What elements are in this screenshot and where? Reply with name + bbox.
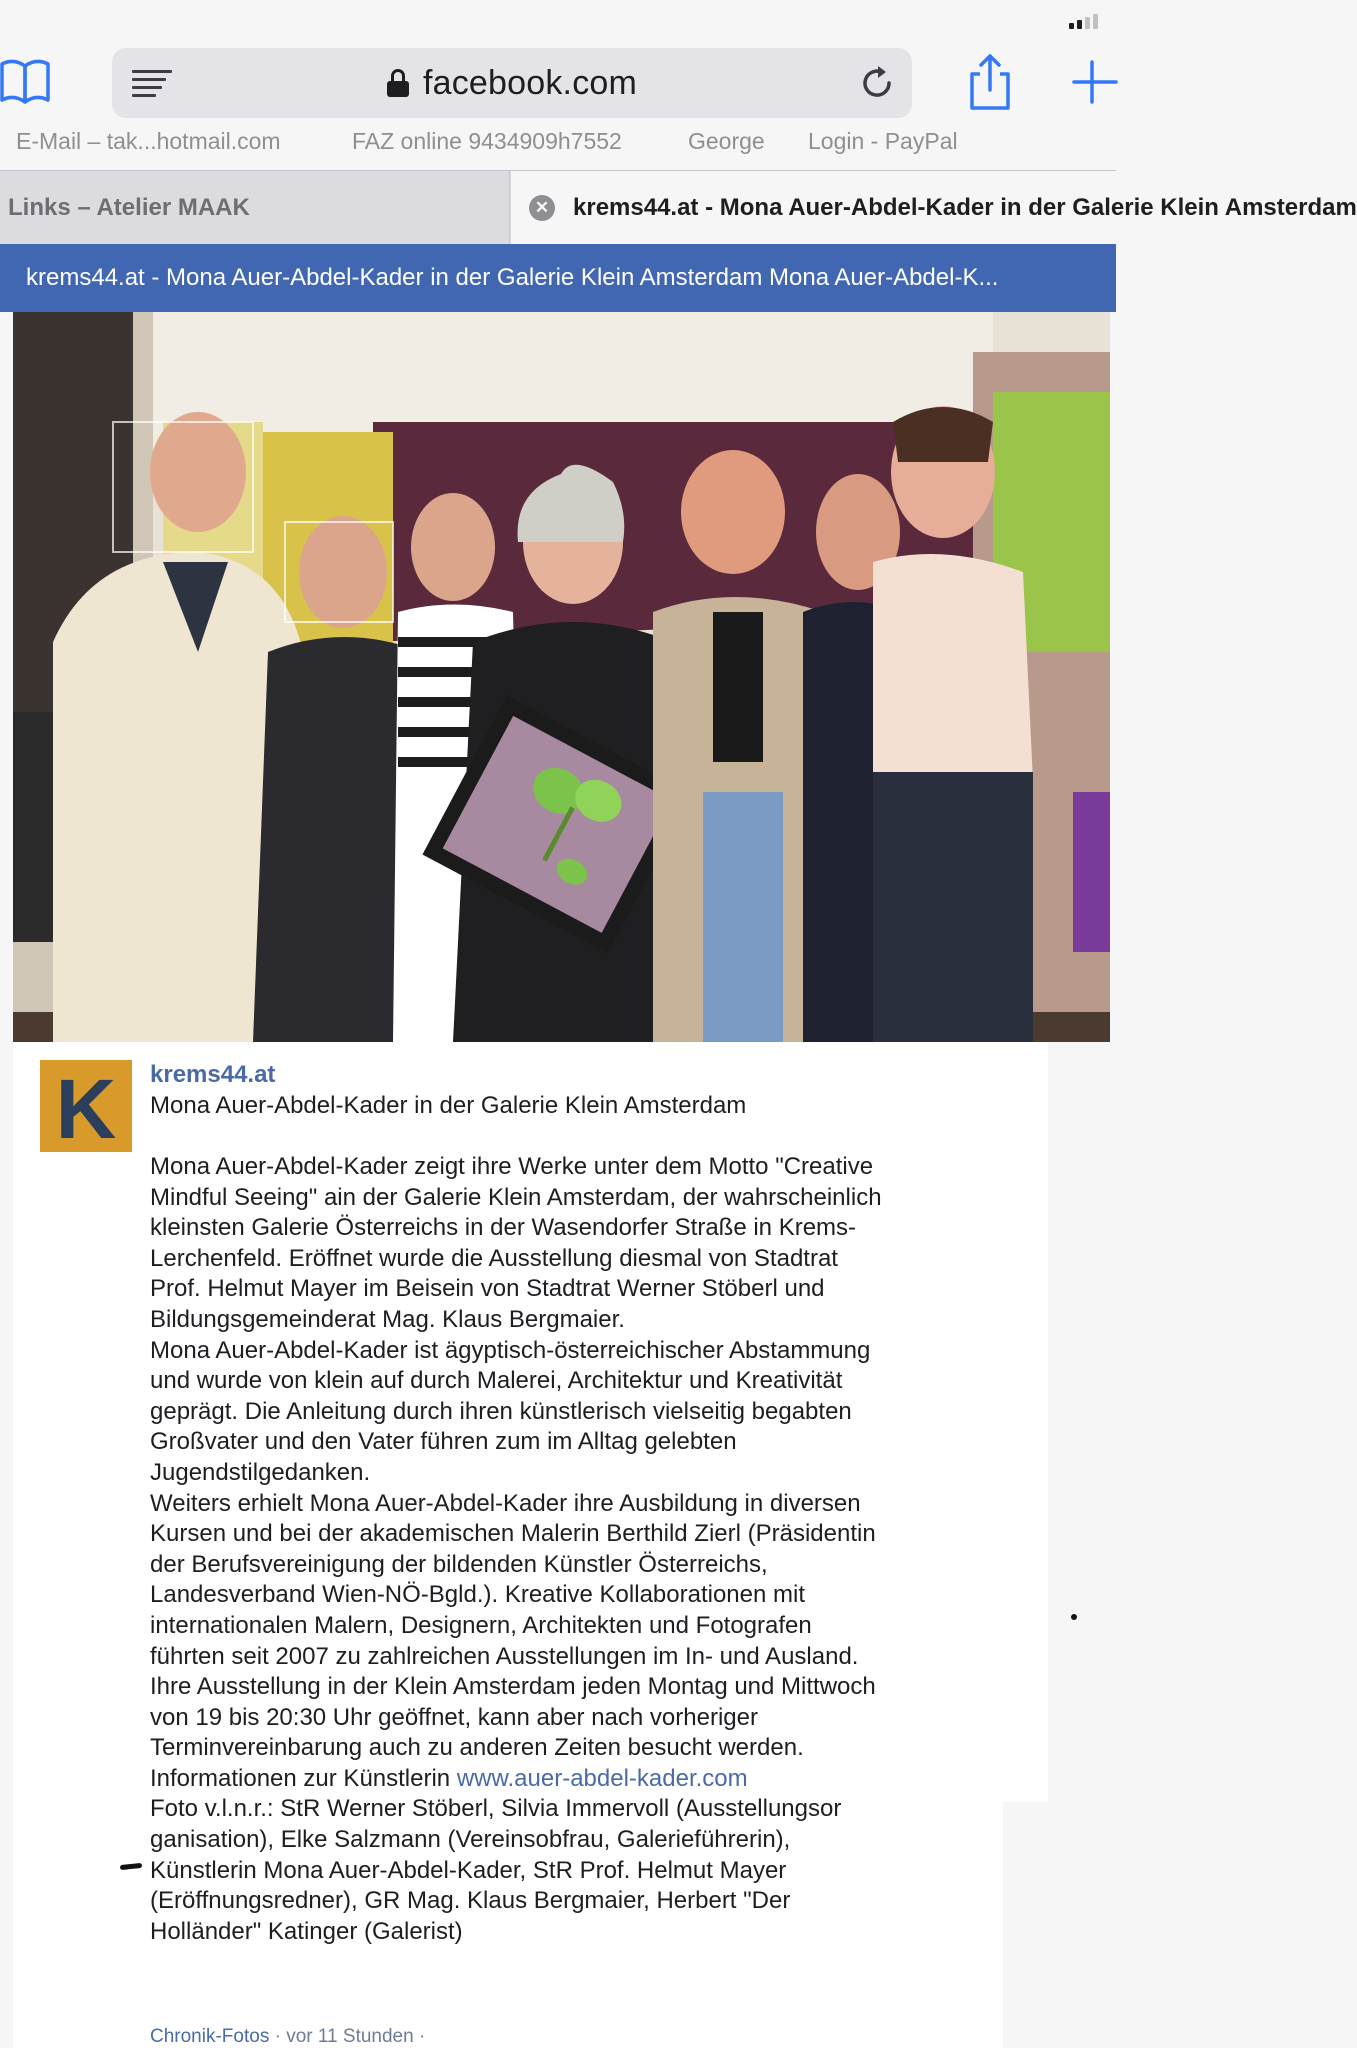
status-bar bbox=[0, 0, 1116, 40]
post-body bbox=[150, 1152, 890, 1947]
url-text[interactable]: facebook.com bbox=[422, 63, 638, 102]
browser-toolbar bbox=[0, 40, 1116, 124]
bookmarks-icon bbox=[0, 58, 52, 106]
address-bar[interactable] bbox=[112, 48, 912, 118]
post-paragraph: Mona Auer-Abdel-Kader zeigt ihre Werke unter dem Motto "Creative Mindful Seeing" ain der Galerie Klein Amsterdam, der wahrscheinlich kleinsten Galerie Österreichs in der Wasendorfer Straße in Krems-Lerchenfeld. Eröffnet wurde die Ausstellung diesmal von Stadtrat Prof. Helmut Mayer im Beisein von Stadtrat Werner Stöberl und Bildungsgemeinderat Mag. Klaus Bergmaier. bbox=[150, 1153, 882, 1333]
lock-icon bbox=[387, 69, 409, 97]
krems44-logo bbox=[40, 1060, 132, 1156]
artist-info-line bbox=[150, 1764, 890, 1795]
plus-icon bbox=[1068, 56, 1116, 108]
page-header-title: krems44.at - Mona Auer-Abdel-Kader in der Galerie Klein Amsterdam Mona Auer-Abdel-K... bbox=[26, 264, 999, 291]
favorite-item[interactable]: Login - PayPal bbox=[808, 128, 958, 154]
bookmarks-button[interactable] bbox=[0, 58, 52, 106]
favorite-item[interactable]: FAZ online 9434909h7552 bbox=[352, 128, 622, 154]
post-photo[interactable] bbox=[13, 312, 1110, 1042]
post-timestamp[interactable]: vor 11 Stunden bbox=[286, 2026, 414, 2047]
tab-links-atelier[interactable] bbox=[0, 171, 510, 244]
post-headline: Mona Auer-Abdel-Kader in der Galerie Klein Amsterdam bbox=[150, 1092, 747, 1119]
post-meta bbox=[150, 2026, 425, 2048]
group-photo-illustration bbox=[13, 312, 1110, 1042]
tab-title: Links – Atelier MAAK bbox=[8, 193, 250, 221]
annotation-dot bbox=[1071, 1614, 1077, 1620]
reload-icon[interactable] bbox=[858, 64, 896, 102]
timeline-photos-link[interactable]: Chronik-Fotos bbox=[150, 2026, 270, 2047]
post-paragraph: Ihre Ausstellung in der Klein Amsterdam jeden Montag und Mittwoch von 19 bis 20:30 Uhr geöffnet, kann aber nach vorheriger Terminvereinbarung auch zu anderen Zeiten besucht werden. bbox=[150, 1673, 876, 1762]
post-author[interactable]: krems44.at bbox=[150, 1061, 276, 1088]
favorite-item[interactable]: George bbox=[688, 128, 765, 154]
artist-info-label: Informationen zur Künstlerin bbox=[150, 1764, 457, 1792]
artist-website-link[interactable]: www.auer-abdel-kader.com bbox=[456, 1764, 748, 1792]
page-header bbox=[0, 244, 1116, 312]
svg-text:K: K bbox=[55, 1062, 117, 1156]
favorite-item[interactable]: E-Mail – tak...hotmail.com bbox=[16, 128, 281, 154]
tab-title: krems44.at - Mona Auer-Abdel-Kader in der Galerie Klein Amsterdam bbox=[573, 193, 1357, 221]
close-icon[interactable]: ✕ bbox=[529, 195, 555, 221]
new-tab-button[interactable] bbox=[1068, 56, 1116, 108]
avatar[interactable] bbox=[40, 1060, 132, 1156]
photo-caption: Foto v.l.n.r.: StR Werner Stöberl, Silvia Immervoll (Ausstellungsor ganisation), Elke Salzmann (Vereinsobfrau, Galerieführerin), Künstlerin Mona Auer-Abdel-Kader, StR Prof. Helmut Mayer (Eröffnungsredner), GR Mag. Klaus Bergmaier, Herbert "Der Holländer" Katinger (Galerist) bbox=[150, 1795, 842, 1945]
share-button[interactable] bbox=[962, 52, 1018, 112]
tab-krems44[interactable] bbox=[511, 171, 1357, 244]
signal-icon bbox=[1069, 14, 1098, 29]
meta-separator: · bbox=[269, 2026, 287, 2047]
tab-bar bbox=[0, 170, 1357, 244]
post-paragraph: Mona Auer-Abdel-Kader ist ägyptisch-österreichischer Abstammung und wurde von klein auf durch Malerei, Architektur und Kreativität geprägt. Die Anleitung durch ihren künstlerisch vielseitig begabten Großvater und den Vater führen zum im Alltag gelebten Jugendstilgedanken. bbox=[150, 1336, 871, 1486]
meta-separator: · bbox=[413, 2026, 426, 2047]
favorites-bar bbox=[0, 124, 1116, 170]
share-icon bbox=[962, 52, 1018, 112]
post-paragraph: Weiters erhielt Mona Auer-Abdel-Kader ihre Ausbildung in diversen Kursen und bei der akademischen Malerin Berthild Zierl (Präsidentin der Berufsvereinigung der bildenden Künstler Österreichs, Landesverband Wien-NÖ-Bgld.). Kreative Kollaborationen mit internationalen Malern, Designern, Architekten und Fotografen führten seit 2007 zu zahlreichen Ausstellungen im In- und Ausland. bbox=[150, 1489, 876, 1670]
